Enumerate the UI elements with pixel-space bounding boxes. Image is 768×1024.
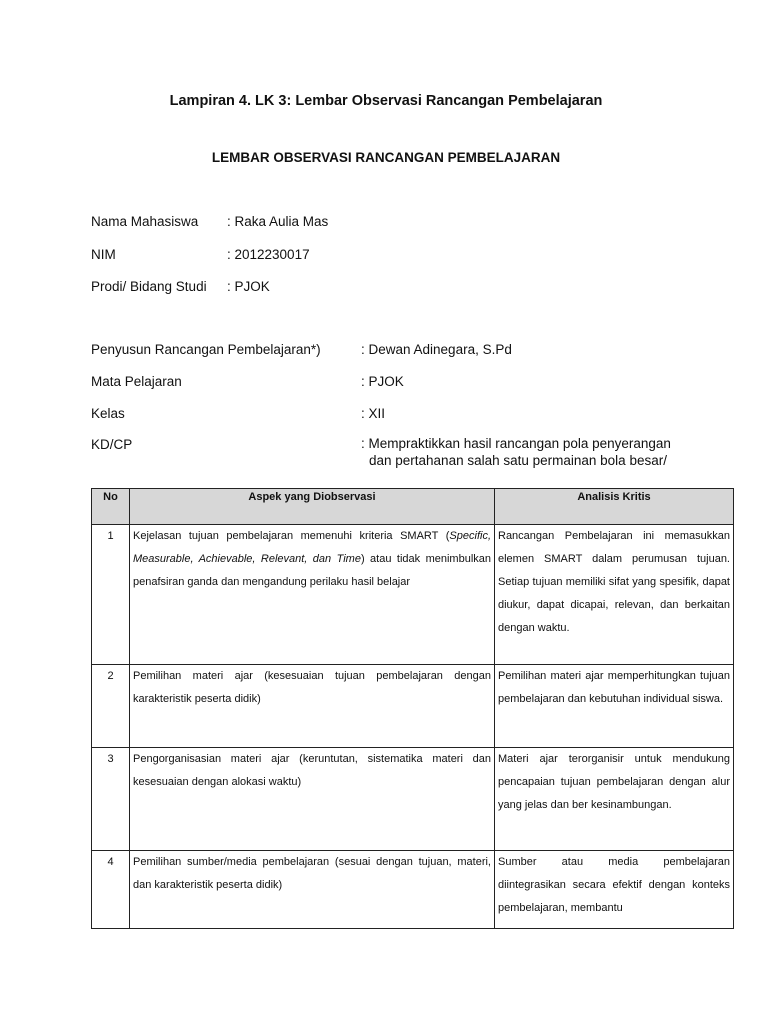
kdcp-label: KD/CP [91,437,133,452]
analysis-cell: Pemilihan materi ajar memperhitungkan tujuan pembelajaran dan kebutuhan individual siswa. [495,665,734,748]
form-title: LEMBAR OBSERVASI RANCANGAN PEMBELAJARAN [211,150,561,165]
kdcp-value [361,435,721,469]
aspect-text: Kejelasan tujuan pembelajaran memenuhi kriteria SMART ( [133,530,450,542]
analysis-cell: Sumber atau media pembelajaran diintegrasikan secara efektif dengan konteks pembelajaran, membantu [495,851,734,929]
document-title: Lampiran 4. LK 3: Lembar Observasi Rancangan Pembelajaran [169,93,603,109]
analysis-cell: Materi ajar terorganisir untuk mendukung pencapaian tujuan pembelajaran dengan alur yang jelas dan ber kesinambungan. [495,748,734,851]
subject-label: Mata Pelajaran [91,374,182,389]
table-row [92,748,734,851]
nim-value: : 2012230017 [227,247,310,262]
table-row [92,665,734,748]
row-number: 2 [92,665,130,748]
prodi-label: Prodi/ Bidang Studi [91,279,207,294]
nim-label: NIM [91,247,116,262]
prodi-value: : PJOK [227,279,270,294]
student-name-label: Nama Mahasiswa [91,214,199,229]
kdcp-value-line1: : Mempraktikkan hasil rancangan pola penyerangan [361,436,671,451]
row-number: 1 [92,525,130,665]
student-name-value: : Raka Aulia Mas [227,214,329,229]
aspect-cell [130,525,495,665]
aspect-cell: Pengorganisasian materi ajar (keruntutan, sistematika materi dan kesesuaian dengan alokasi waktu) [130,748,495,851]
class-label: Kelas [91,406,125,421]
row-number: 3 [92,748,130,851]
class-value: : XII [361,406,386,421]
row-number: 4 [92,851,130,929]
analysis-cell: Rancangan Pembelajaran ini memasukkan elemen SMART dalam perumusan tujuan. Setiap tujuan memiliki sifat yang spesifik, dapat diukur, dapat dicapai, relevan, dan berkaitan dengan waktu. [495,525,734,665]
aspect-cell: Pemilihan materi ajar (kesesuaian tujuan pembelajaran dengan karakteristik peserta didik) [130,665,495,748]
table-header-row [92,489,734,525]
author-value: : Dewan Adinegara, S.Pd [361,342,512,357]
header-no: No [92,489,130,525]
aspect-cell: Pemilihan sumber/media pembelajaran (sesuai dengan tujuan, materi, dan karakteristik peserta didik) [130,851,495,929]
kdcp-value-line2: dan pertahanan salah satu permainan bola besar/ [369,453,667,468]
table-row [92,851,734,929]
header-analysis: Analisis Kritis [495,489,734,525]
aspect-text-end: ) atau tidak menimbulkan penafsiran ganda dan mengandung perilaku hasil belajar [133,553,491,588]
table-row [92,525,734,665]
aspect-text-italic: Specific, Measurable, Achievable, Relevant, dan Time [133,530,491,565]
observation-table [91,488,734,929]
subject-value: : PJOK [361,374,404,389]
header-aspect: Aspek yang Diobservasi [130,489,495,525]
author-label: Penyusun Rancangan Pembelajaran*) [91,342,321,357]
